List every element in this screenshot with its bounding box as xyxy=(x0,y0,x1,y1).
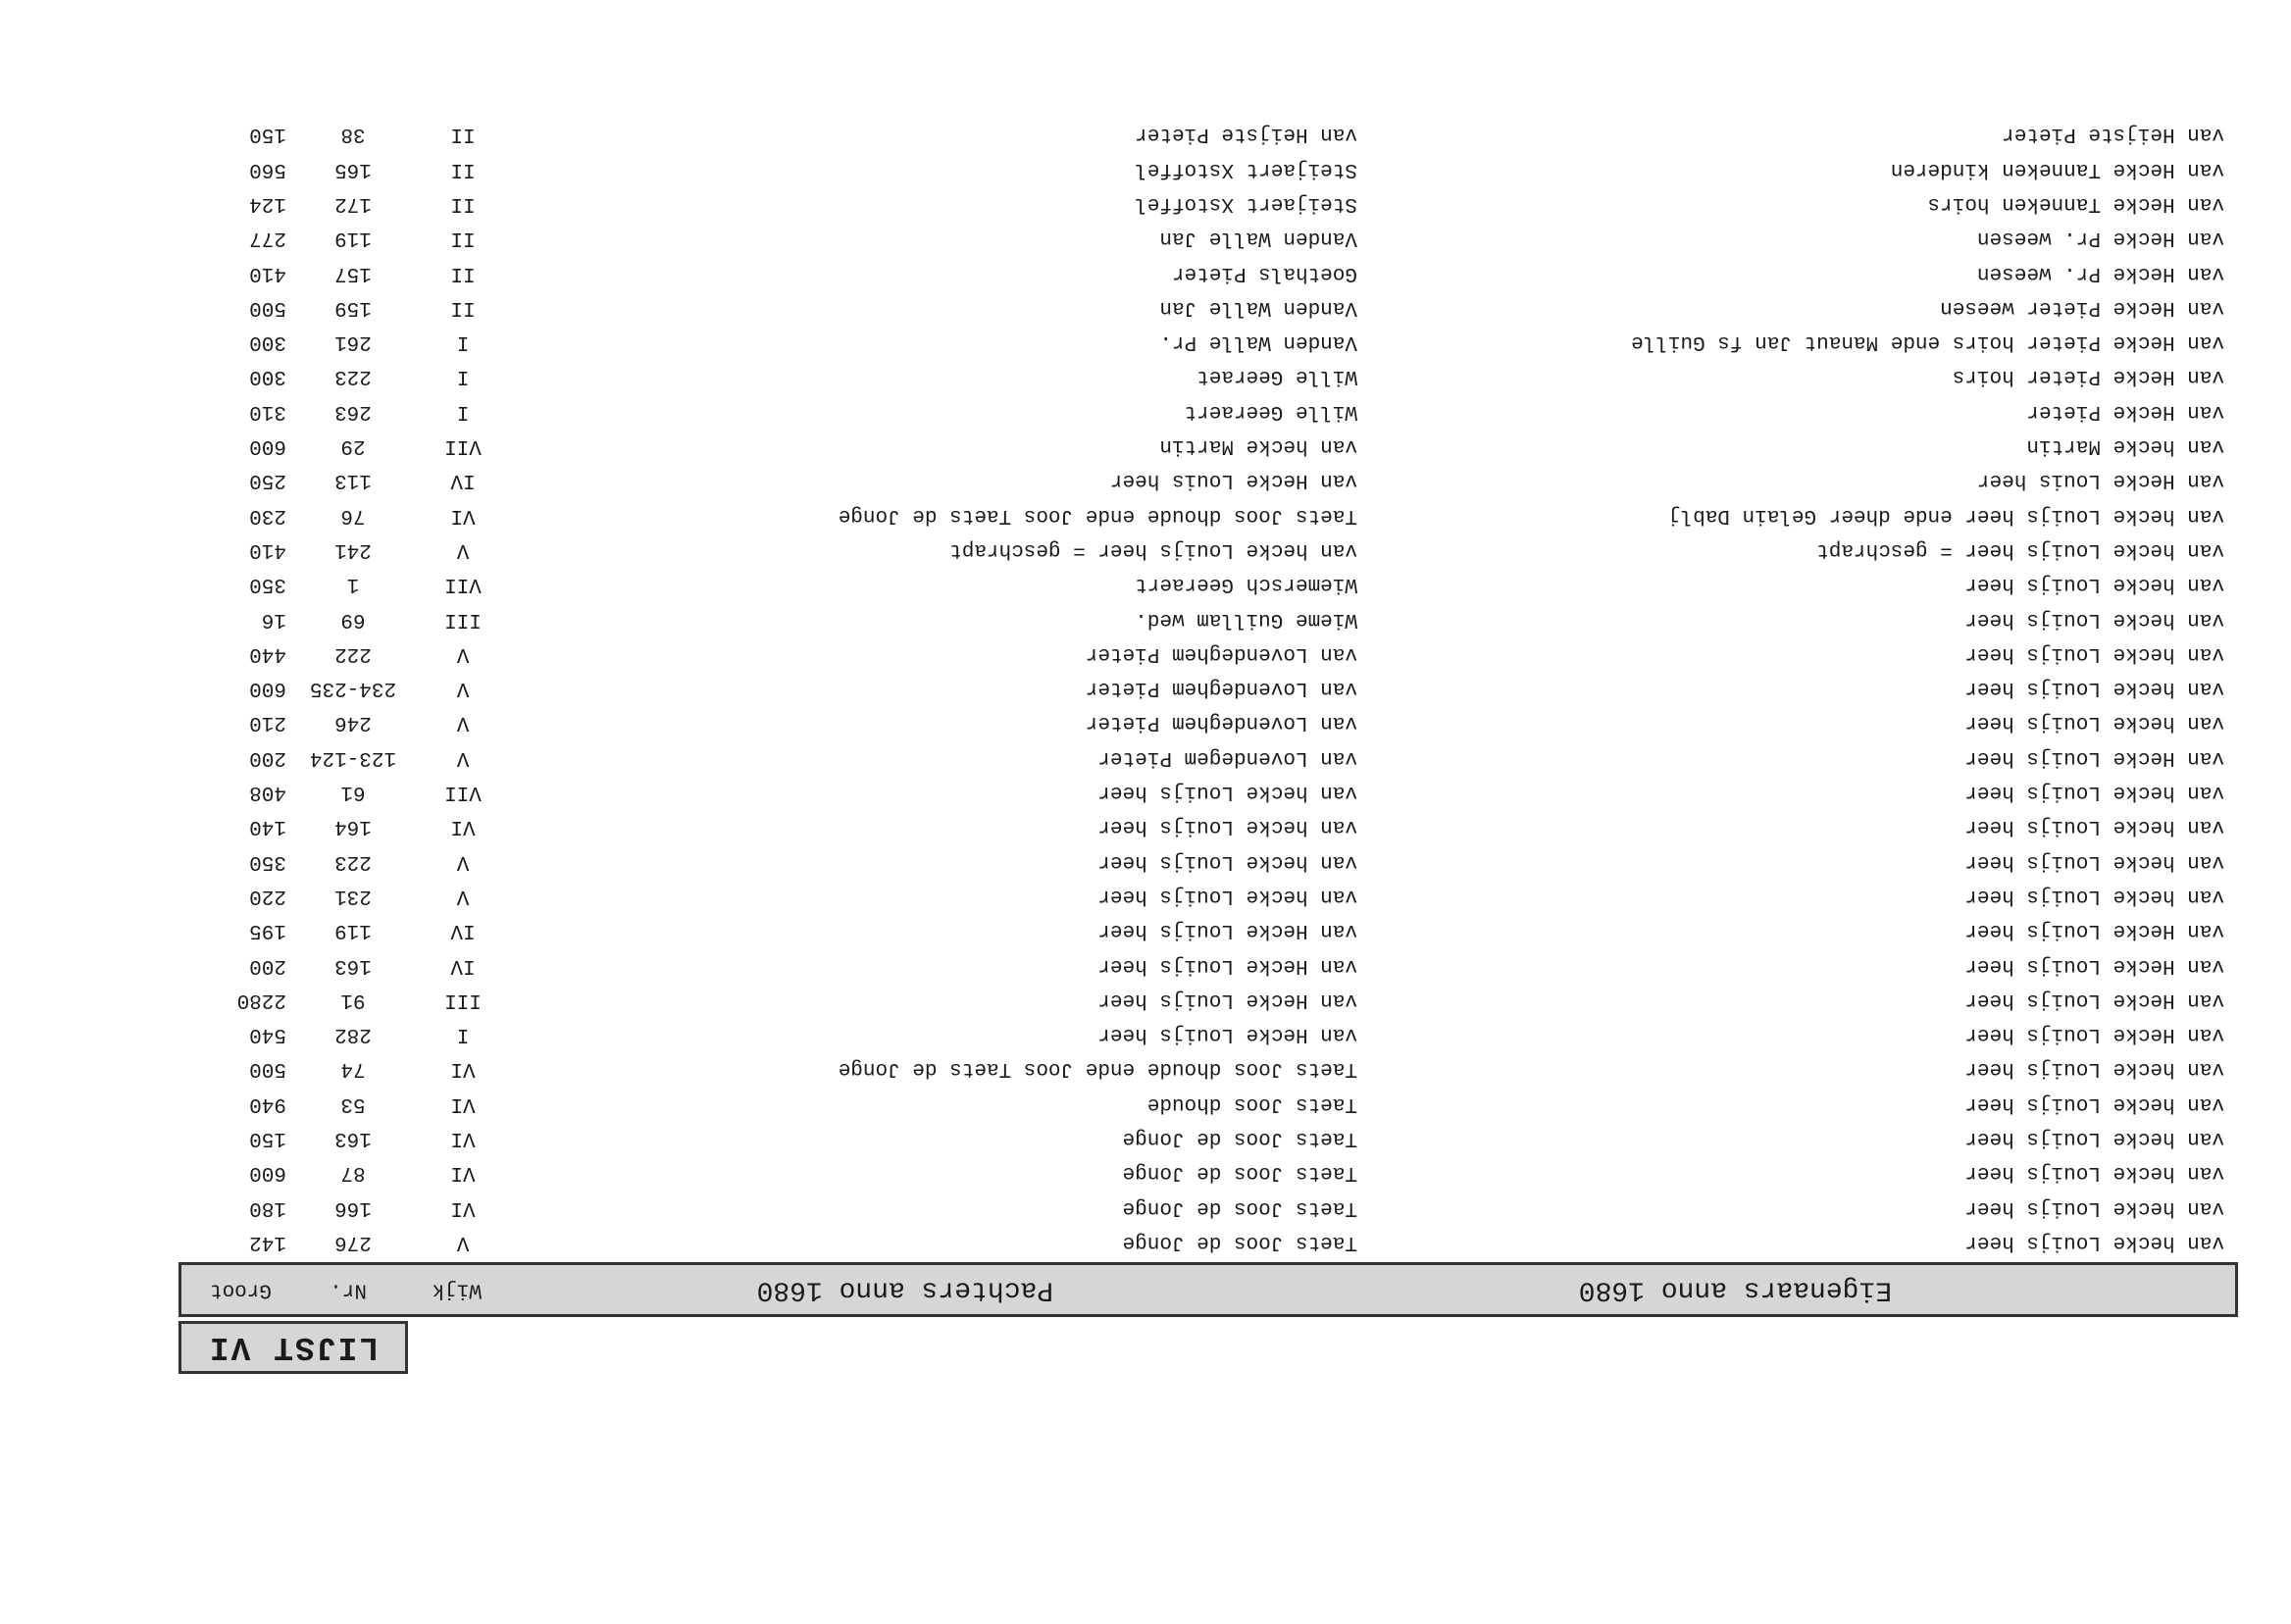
wijk-cell: III xyxy=(444,988,482,1011)
eigenaar-cell: van Hecke Louijs heer xyxy=(1964,745,2224,769)
table-row xyxy=(178,844,2238,879)
nr-cell: 53 xyxy=(340,1091,366,1115)
groot-cell: 600 xyxy=(249,1161,286,1185)
pachter-cell: van Hecke Louijs heer xyxy=(1097,953,1357,977)
eigenaar-cell: van Hecke Pieter hoirs ende Manaut Jan fs Guille xyxy=(1631,330,2224,354)
table-row xyxy=(178,117,2238,151)
pachter-cell: van Lovendeghem Pieter xyxy=(1085,677,1357,700)
header-nr: Nr. xyxy=(330,1278,367,1301)
wijk-cell: VII xyxy=(444,573,482,596)
pachter-cell: van hecke Louijs heer xyxy=(1097,885,1357,907)
eigenaar-cell: van hecke Louijs heer xyxy=(1964,677,2224,700)
table-row xyxy=(178,1225,2238,1259)
wijk-cell: VI xyxy=(450,503,476,527)
wijk-cell: II xyxy=(450,157,476,180)
eigenaar-cell: van hecke Louijs heer xyxy=(1964,1057,2224,1081)
wijk-cell: V xyxy=(456,641,470,665)
pachter-cell: van Lovendeghem Pieter xyxy=(1085,641,1357,665)
pachter-cell: Wieme Guillam wed. xyxy=(1135,607,1357,631)
table-row xyxy=(178,775,2238,809)
groot-cell: 300 xyxy=(249,330,286,354)
table-row xyxy=(178,256,2238,290)
groot-cell: 560 xyxy=(249,157,286,180)
pachter-cell: van Hecke Louis heer xyxy=(1109,469,1357,492)
groot-cell: 600 xyxy=(249,677,286,700)
groot-cell: 124 xyxy=(249,192,286,215)
groot-cell: 500 xyxy=(249,1057,286,1081)
groot-cell: 150 xyxy=(249,123,286,146)
nr-cell: 38 xyxy=(340,123,366,146)
nr-cell: 261 xyxy=(334,330,372,354)
pachter-cell: Taets Joos dhoude ende Joos Taets de Jonge xyxy=(838,503,1357,527)
groot-cell: 180 xyxy=(249,1195,286,1219)
eigenaar-cell: van Hecke Pieter xyxy=(2026,399,2224,423)
eigenaar-cell: van Hecke Tanneken hoirs xyxy=(1927,192,2224,215)
pachter-cell: van hecke Louijs heer = geschrapt xyxy=(949,538,1357,561)
wijk-cell: V xyxy=(456,885,470,907)
eigenaar-cell: van hecke Louijs heer xyxy=(1964,885,2224,907)
groot-cell: 142 xyxy=(249,1231,286,1253)
nr-cell: 91 xyxy=(340,988,366,1011)
eigenaar-cell: van Hecke Tanneken kinderen xyxy=(1890,157,2224,180)
nr-cell: 163 xyxy=(334,953,372,977)
groot-cell: 600 xyxy=(249,434,286,458)
groot-cell: 940 xyxy=(249,1091,286,1115)
groot-cell: 300 xyxy=(249,365,286,388)
pachter-cell: van hecke Louijs heer xyxy=(1097,781,1357,804)
nr-cell: 164 xyxy=(334,815,372,838)
eigenaar-cell: van hecke Louijs heer xyxy=(1964,815,2224,838)
table-row xyxy=(178,602,2238,636)
wijk-cell: VII xyxy=(444,781,482,804)
pachter-cell: van Lovendegem Pieter xyxy=(1097,745,1357,769)
pachter-cell: van Hecke Louijs heer xyxy=(1097,1023,1357,1046)
groot-cell: 277 xyxy=(249,227,286,250)
groot-cell: 540 xyxy=(249,1023,286,1046)
wijk-cell: III xyxy=(444,607,482,631)
table-header xyxy=(178,1262,2238,1317)
pachter-cell: van Heijste Pieter xyxy=(1135,123,1357,146)
header-eigenaars: Eigenaars anno 1680 xyxy=(1578,1274,1892,1305)
eigenaar-cell: van Hecke Pr. weesen xyxy=(1976,227,2224,250)
eigenaar-cell: van hecke Louijs heer xyxy=(1964,1231,2224,1253)
pachter-cell: Goethals Pieter xyxy=(1171,261,1357,284)
nr-cell: 76 xyxy=(340,503,366,527)
wijk-cell: VI xyxy=(450,1161,476,1185)
wijk-cell: II xyxy=(450,261,476,284)
eigenaar-cell: van hecke Louijs heer xyxy=(1964,1195,2224,1219)
pachter-cell: van hecke Louijs heer xyxy=(1097,815,1357,838)
groot-cell: 410 xyxy=(249,261,286,284)
groot-cell: 220 xyxy=(249,885,286,907)
table-row xyxy=(178,879,2238,913)
eigenaar-cell: van hecke Louijs heer xyxy=(1964,781,2224,804)
groot-cell: 200 xyxy=(249,953,286,977)
table-row xyxy=(178,394,2238,429)
eigenaar-cell: van Hecke Louis heer xyxy=(1976,469,2224,492)
nr-cell: 223 xyxy=(334,849,372,873)
table-row xyxy=(178,913,2238,947)
groot-cell: 195 xyxy=(249,919,286,942)
table-row xyxy=(178,1052,2238,1087)
nr-cell: 119 xyxy=(334,919,372,942)
eigenaar-cell: van hecke Louijs heer xyxy=(1964,607,2224,631)
groot-cell: 350 xyxy=(249,849,286,873)
wijk-cell: II xyxy=(450,227,476,250)
nr-cell: 223 xyxy=(334,365,372,388)
pachter-cell: van hecke Louijs heer xyxy=(1097,849,1357,873)
groot-cell: 350 xyxy=(249,573,286,596)
table-row xyxy=(178,1087,2238,1121)
wijk-cell: I xyxy=(456,399,470,423)
pachter-cell: Taets Joos de Jonge xyxy=(1122,1231,1357,1253)
eigenaar-cell: van hecke Louijs heer ende dheer Gelain Dablj xyxy=(1667,503,2224,527)
nr-cell: 231 xyxy=(334,885,372,907)
nr-cell: 157 xyxy=(334,261,372,284)
wijk-cell: VI xyxy=(450,815,476,838)
nr-cell: 166 xyxy=(334,1195,372,1219)
wijk-cell: I xyxy=(456,330,470,354)
nr-cell: 1 xyxy=(346,573,360,596)
nr-cell: 263 xyxy=(334,399,372,423)
pachter-cell: Taets Joos dhoude ende Joos Taets de Jonge xyxy=(838,1057,1357,1081)
table-row xyxy=(178,221,2238,255)
table-row xyxy=(178,152,2238,186)
groot-cell: 250 xyxy=(249,469,286,492)
wijk-cell: IV xyxy=(450,469,476,492)
groot-cell: 140 xyxy=(249,815,286,838)
nr-cell: 113 xyxy=(334,469,372,492)
nr-cell: 165 xyxy=(334,157,372,180)
pachter-cell: Taets Joos de Jonge xyxy=(1122,1161,1357,1185)
table-row xyxy=(178,325,2238,359)
nr-cell: 123-124 xyxy=(309,745,397,769)
wijk-cell: II xyxy=(450,123,476,146)
table-row xyxy=(178,706,2238,740)
eigenaar-cell: van Heijste Pieter xyxy=(2002,123,2224,146)
groot-cell: 310 xyxy=(249,399,286,423)
pachter-cell: van Hecke Louijs heer xyxy=(1097,919,1357,942)
groot-cell: 2280 xyxy=(236,988,286,1011)
eigenaar-cell: van Hecke Louijs heer xyxy=(1964,1023,2224,1046)
pachter-cell: Vanden Walle Pr. xyxy=(1159,330,1357,354)
eigenaar-cell: van hecke Louijs heer xyxy=(1964,711,2224,735)
wijk-cell: I xyxy=(456,365,470,388)
pachter-cell: Steijaert Xstoffel xyxy=(1135,157,1357,180)
table-row xyxy=(178,360,2238,394)
pachter-cell: Vanden Walle Jan xyxy=(1159,227,1357,250)
groot-cell: 210 xyxy=(249,711,286,735)
groot-cell: 200 xyxy=(249,745,286,769)
nr-cell: 241 xyxy=(334,538,372,561)
pachter-cell: Wille Geeraert xyxy=(1184,399,1357,423)
pachter-cell: Wille Geeraet xyxy=(1196,365,1357,388)
eigenaar-cell: van hecke Louijs heer = geschrapt xyxy=(1816,538,2224,561)
nr-cell: 246 xyxy=(334,711,372,735)
pachter-cell: Taets Joos de Jonge xyxy=(1122,1127,1357,1150)
eigenaar-cell: van Hecke Pieter hoirs xyxy=(1952,365,2224,388)
nr-cell: 29 xyxy=(340,434,366,458)
wijk-cell: V xyxy=(456,849,470,873)
nr-cell: 163 xyxy=(334,1127,372,1150)
eigenaar-cell: van Hecke Pieter weesen xyxy=(1940,295,2224,319)
nr-cell: 74 xyxy=(340,1057,366,1081)
table-row xyxy=(178,740,2238,775)
pachter-cell: Wiemersch Geeraert xyxy=(1135,573,1357,596)
eigenaar-cell: van hecke Louijs heer xyxy=(1964,1127,2224,1150)
nr-cell: 172 xyxy=(334,192,372,215)
table-row xyxy=(178,429,2238,463)
wijk-cell: V xyxy=(456,538,470,561)
eigenaar-cell: van hecke Louijs heer xyxy=(1964,641,2224,665)
table-row xyxy=(178,290,2238,325)
wijk-cell: IV xyxy=(450,919,476,942)
table-row xyxy=(178,1017,2238,1051)
table-row xyxy=(178,636,2238,671)
wijk-cell: II xyxy=(450,192,476,215)
wijk-cell: V xyxy=(456,677,470,700)
header-pachters: Pachters anno 1680 xyxy=(756,1274,1053,1305)
nr-cell: 69 xyxy=(340,607,366,631)
table-row xyxy=(178,809,2238,843)
eigenaar-cell: van Hecke Louijs heer xyxy=(1964,988,2224,1011)
list-title: LIJST VI xyxy=(207,1329,380,1366)
nr-cell: 222 xyxy=(334,641,372,665)
eigenaar-cell: van hecke Martin xyxy=(2026,434,2224,458)
pachter-cell: Steijaert Xstoffel xyxy=(1135,192,1357,215)
nr-cell: 234-235 xyxy=(309,677,397,700)
table-row xyxy=(178,533,2238,567)
groot-cell: 230 xyxy=(249,503,286,527)
nr-cell: 119 xyxy=(334,227,372,250)
wijk-cell: II xyxy=(450,295,476,319)
groot-cell: 440 xyxy=(249,641,286,665)
groot-cell: 500 xyxy=(249,295,286,319)
wijk-cell: VII xyxy=(444,434,482,458)
nr-cell: 159 xyxy=(334,295,372,319)
wijk-cell: VI xyxy=(450,1127,476,1150)
nr-cell: 276 xyxy=(334,1231,372,1253)
pachter-cell: van Lovendeghem Pieter xyxy=(1085,711,1357,735)
wijk-cell: V xyxy=(456,711,470,735)
header-wijk: Wijk xyxy=(432,1278,482,1301)
wijk-cell: VI xyxy=(450,1195,476,1219)
eigenaar-cell: van Hecke Pr. weesen xyxy=(1976,261,2224,284)
eigenaar-cell: van hecke Louijs heer xyxy=(1964,1161,2224,1185)
header-groot: Groot xyxy=(209,1278,272,1301)
groot-cell: 150 xyxy=(249,1127,286,1150)
table-row xyxy=(178,948,2238,983)
groot-cell: 410 xyxy=(249,538,286,561)
table-row xyxy=(178,1191,2238,1225)
list-title-box xyxy=(178,1321,408,1374)
table-row xyxy=(178,1155,2238,1190)
table-row xyxy=(178,463,2238,497)
eigenaar-cell: van hecke Louijs heer xyxy=(1964,573,2224,596)
pachter-cell: van hecke Martin xyxy=(1159,434,1357,458)
eigenaar-cell: van hecke Louijs heer xyxy=(1964,1091,2224,1115)
nr-cell: 61 xyxy=(340,781,366,804)
table-row xyxy=(178,983,2238,1017)
groot-cell: 408 xyxy=(249,781,286,804)
table-row xyxy=(178,671,2238,705)
wijk-cell: VI xyxy=(450,1057,476,1081)
eigenaar-cell: van Hecke Louijs heer xyxy=(1964,919,2224,942)
table-row xyxy=(178,1121,2238,1155)
nr-cell: 282 xyxy=(334,1023,372,1046)
wijk-cell: I xyxy=(456,1023,470,1046)
eigenaar-cell: van Hecke Louijs heer xyxy=(1964,953,2224,977)
eigenaar-cell: van hecke Louijs heer xyxy=(1964,849,2224,873)
nr-cell: 87 xyxy=(340,1161,366,1185)
wijk-cell: V xyxy=(456,1231,470,1253)
table-row xyxy=(178,498,2238,533)
pachter-cell: van Hecke Louijs heer xyxy=(1097,988,1357,1011)
wijk-cell: IV xyxy=(450,953,476,977)
wijk-cell: VI xyxy=(450,1091,476,1115)
pachter-cell: Vanden Walle Jan xyxy=(1159,295,1357,319)
groot-cell: 16 xyxy=(261,607,286,631)
table-row xyxy=(178,567,2238,601)
pachter-cell: Taets Joos de Jonge xyxy=(1122,1195,1357,1219)
wijk-cell: V xyxy=(456,745,470,769)
pachter-cell: Taets Joos dhoude xyxy=(1146,1091,1357,1115)
table-row xyxy=(178,186,2238,221)
